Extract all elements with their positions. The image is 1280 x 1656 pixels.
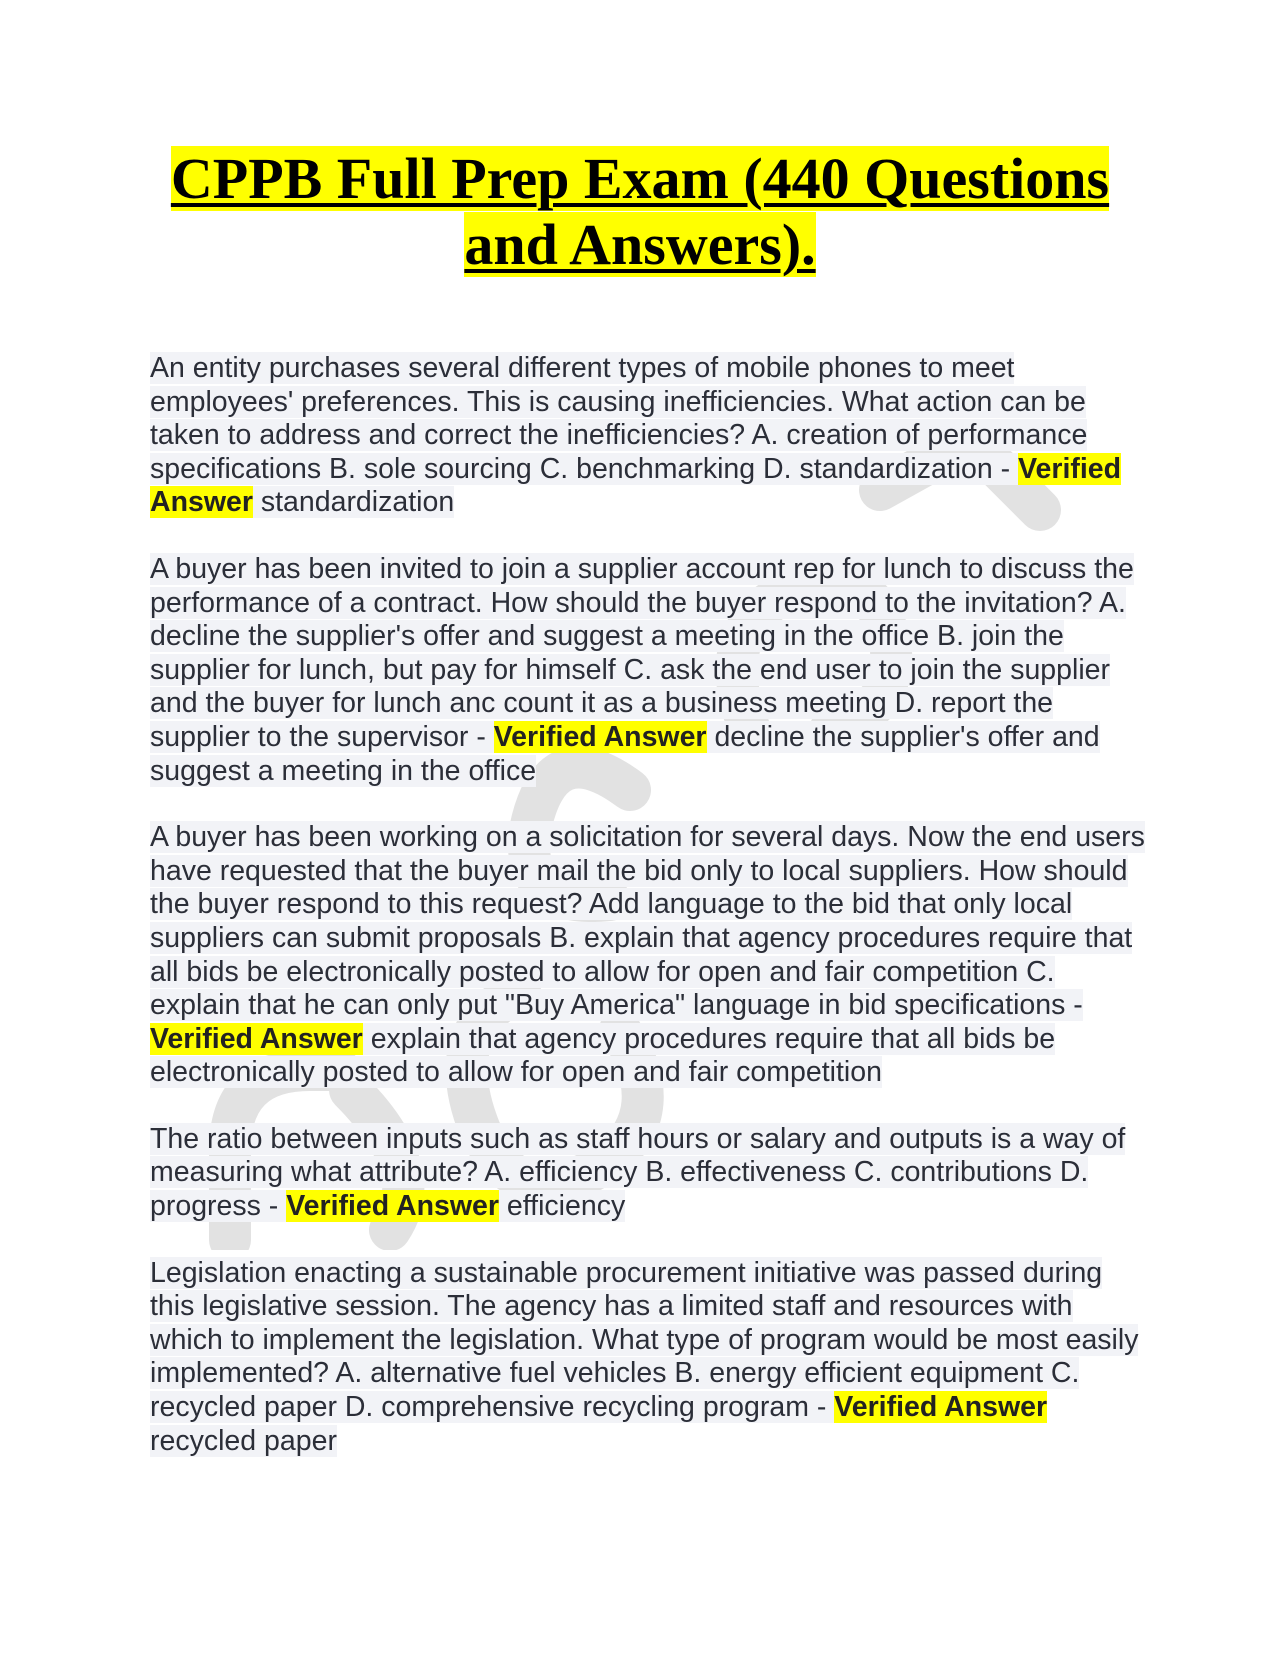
verified-answer-label: Verified Answer xyxy=(150,1022,363,1055)
question-text: The ratio between inputs such as staff hours or salary and outputs is a way of measuring what attribute? A. efficiency B. effectiveness C. contributions D. progress - xyxy=(150,1122,1126,1223)
title-line-1: CPPB Full Prep Exam (440 Questions xyxy=(170,146,1110,211)
qa-list xyxy=(150,352,1150,1491)
answer-text: explain that agency procedures require that all bids be electronically posted to allow for open and fair competition xyxy=(150,1022,1056,1089)
title-line-2: and Answers). xyxy=(464,212,816,277)
verified-answer-label: Verified Answer xyxy=(286,1190,499,1223)
verified-answer-label: Verified Answer xyxy=(150,452,1122,519)
verified-answer-label: Verified Answer xyxy=(493,720,707,753)
qa-item-4 xyxy=(150,1123,1150,1224)
question-text: A buyer has been invited to join a supplier account rep for lunch to discuss the performance of a contract. How should the buyer respond to the invitation? A. decline the supplier's offer and suggest a meeting in the office B. join the supplier for lunch, but pay for himself C. ask the end user to join the supplier and the buyer for lunch anc count it as a business meeting D. report the supplier to the supervisor - xyxy=(150,552,1134,753)
question-text: Legislation enacting a sustainable procurement initiative was passed during this legislative session. The agency has a limited staff and resources with which to implement the legislation. What type of program would be most easily implemented? A. alternative fuel vehicles B. energy efficient equipment C. recycled paper D. comprehensive recycling program - xyxy=(150,1256,1139,1424)
page-title xyxy=(171,146,1109,277)
answer-text: decline the supplier's offer and suggest a meeting in the office xyxy=(150,720,1100,787)
qa-item-5 xyxy=(150,1257,1150,1459)
title-block xyxy=(0,146,1280,278)
verified-answer-label: Verified Answer xyxy=(834,1391,1048,1424)
qa-item-3 xyxy=(150,821,1150,1090)
question-text: A buyer has been working on a solicitation for several days. Now the end users have requested that the buyer mail the bid only to local suppliers. How should the buyer respond to this request? Add language to the bid that only local suppliers can submit proposals B. explain that agency procedures require that all bids be electronically posted to allow for open and fair competition C. explain that he can only put "Buy America" language in bid specifications - xyxy=(150,821,1145,1022)
qa-item-2 xyxy=(150,553,1150,788)
answer-text: standardization xyxy=(252,486,455,519)
answer-text: recycled paper xyxy=(150,1424,337,1457)
question-text: An entity purchases several different types of mobile phones to meet employees' preferences. This is causing inefficiencies. What action can be taken to address and correct the inefficiencies? A. creation of performance specifications B. sole sourcing C. benchmarking D. standardization - xyxy=(150,352,1088,485)
qa-item-1 xyxy=(150,352,1150,520)
answer-text: efficiency xyxy=(499,1190,626,1223)
